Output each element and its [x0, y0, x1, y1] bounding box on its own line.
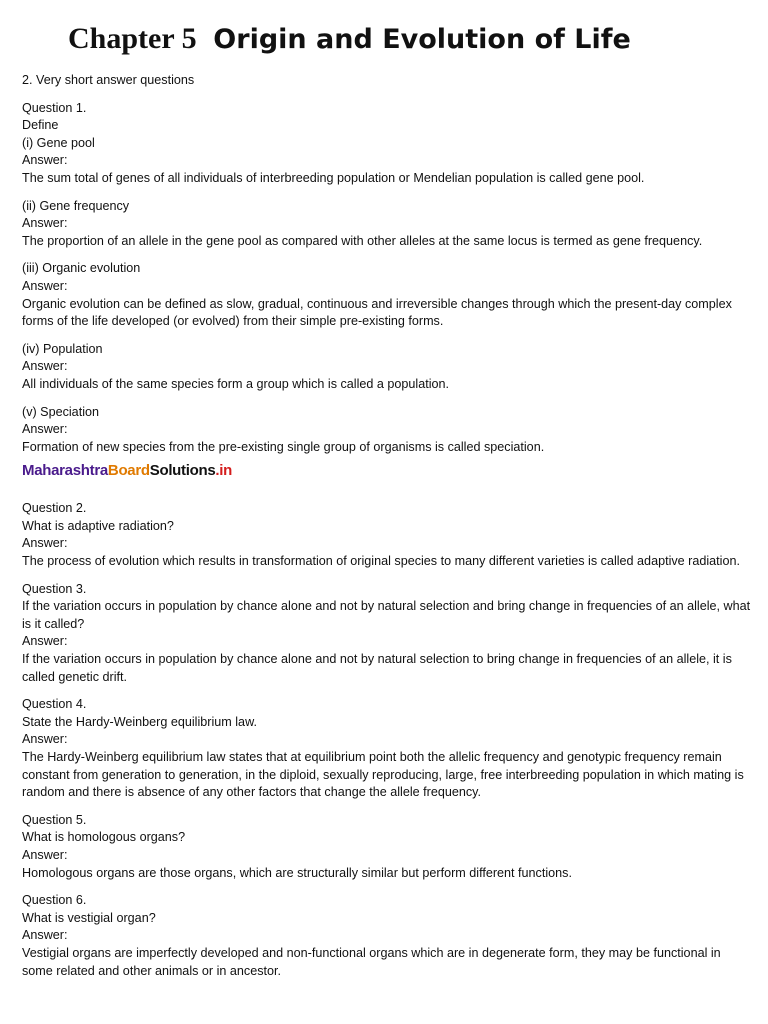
answer-text: All individuals of the same species form a group which is called a population. — [22, 376, 450, 391]
question-text: Define — [22, 118, 59, 133]
term-block-5 — [22, 404, 752, 457]
answer-label: Answer: — [22, 634, 68, 649]
answer-label: Answer: — [22, 536, 68, 551]
term-block-3 — [22, 260, 752, 330]
question-label: Question 6. — [22, 893, 87, 908]
answer-text: Formation of new species from the pre-existing single group of organisms is called speciation. — [22, 439, 545, 454]
question-label: Question 5. — [22, 812, 87, 827]
term-label: (i) Gene pool — [22, 135, 95, 150]
term-label: (iv) Population — [22, 341, 103, 356]
answer-text: If the variation occurs in population by chance alone and not by natural selection to bring change in frequencies of an allele, it is called genetic drift. — [22, 652, 732, 684]
answer-label: Answer: — [22, 216, 68, 231]
term-label: (iii) Organic evolution — [22, 261, 141, 276]
answer-label: Answer: — [22, 359, 68, 374]
answer-label: Answer: — [22, 847, 68, 862]
answer-label: Answer: — [22, 278, 68, 293]
question-label: Question 3. — [22, 581, 87, 596]
question-text: What is vestigial organ? — [22, 910, 156, 925]
content — [22, 72, 752, 990]
answer-label: Answer: — [22, 928, 68, 943]
section-heading: 2. Very short answer questions — [22, 73, 195, 87]
question-label: Question 1. — [22, 100, 87, 115]
question-text: What is homologous organs? — [22, 830, 186, 845]
question-text: If the variation occurs in population by chance alone and not by natural selection and bring change in frequencies of an allele, what is it called? — [22, 599, 751, 631]
term-block-4 — [22, 341, 752, 394]
question-block-1 — [22, 100, 752, 188]
answer-text: The proportion of an allele in the gene pool as compared with other alleles at the same locus is termed as gene frequency. — [22, 233, 703, 248]
question-block-6 — [22, 892, 752, 980]
chapter-number: Chapter 5 — [68, 22, 197, 55]
answer-label: Answer: — [22, 153, 68, 168]
chapter-title: Origin and Evolution of Life — [213, 24, 631, 55]
answer-text: The Hardy-Weinberg equilibrium law states that at equilibrium point both the allelic frequency and genotypic frequency remain constant from generation to generation, in the diploid, sexually reproducing, large, free interbreeding population in which mating is random and there is absence of any other factors that change the allele frequency. — [22, 750, 744, 800]
question-text: What is adaptive radiation? — [22, 518, 174, 533]
logo-part-2: Board — [107, 462, 150, 480]
logo-part-4: .in — [215, 462, 232, 480]
site-logo[interactable] — [22, 462, 752, 480]
question-label: Question 2. — [22, 501, 87, 516]
term-label: (v) Speciation — [22, 404, 99, 419]
question-block-5 — [22, 812, 752, 882]
answer-text: The sum total of genes of all individuals of interbreeding population or Mendelian population is called gene pool. — [22, 170, 645, 185]
question-block-3 — [22, 581, 752, 687]
term-block-2 — [22, 198, 752, 251]
answer-label: Answer: — [22, 732, 68, 747]
question-block-2 — [22, 500, 752, 570]
answer-text: The process of evolution which results in transformation of original species to many different varieties is called adaptive radiation. — [22, 554, 740, 569]
answer-label: Answer: — [22, 422, 68, 437]
page-title — [68, 20, 631, 59]
answer-text: Vestigial organs are imperfectly developed and non-functional organs which are in degenerate form, they may be functional in some related and other animals or in ancestor. — [22, 945, 721, 978]
answer-text: Organic evolution can be defined as slow, gradual, continuous and irreversible changes through which the present-day complex forms of the life developed (or evolved) from their simple pre-existing forms. — [22, 296, 732, 329]
logo-part-1: Maharashtra — [22, 462, 108, 480]
term-label: (ii) Gene frequency — [22, 198, 130, 213]
question-text: State the Hardy-Weinberg equilibrium law. — [22, 714, 257, 729]
question-label: Question 4. — [22, 697, 87, 712]
question-block-4 — [22, 696, 752, 802]
logo-part-3: Solutions — [149, 462, 216, 480]
answer-text: Homologous organs are those organs, which are structurally similar but perform different functions. — [22, 865, 572, 880]
